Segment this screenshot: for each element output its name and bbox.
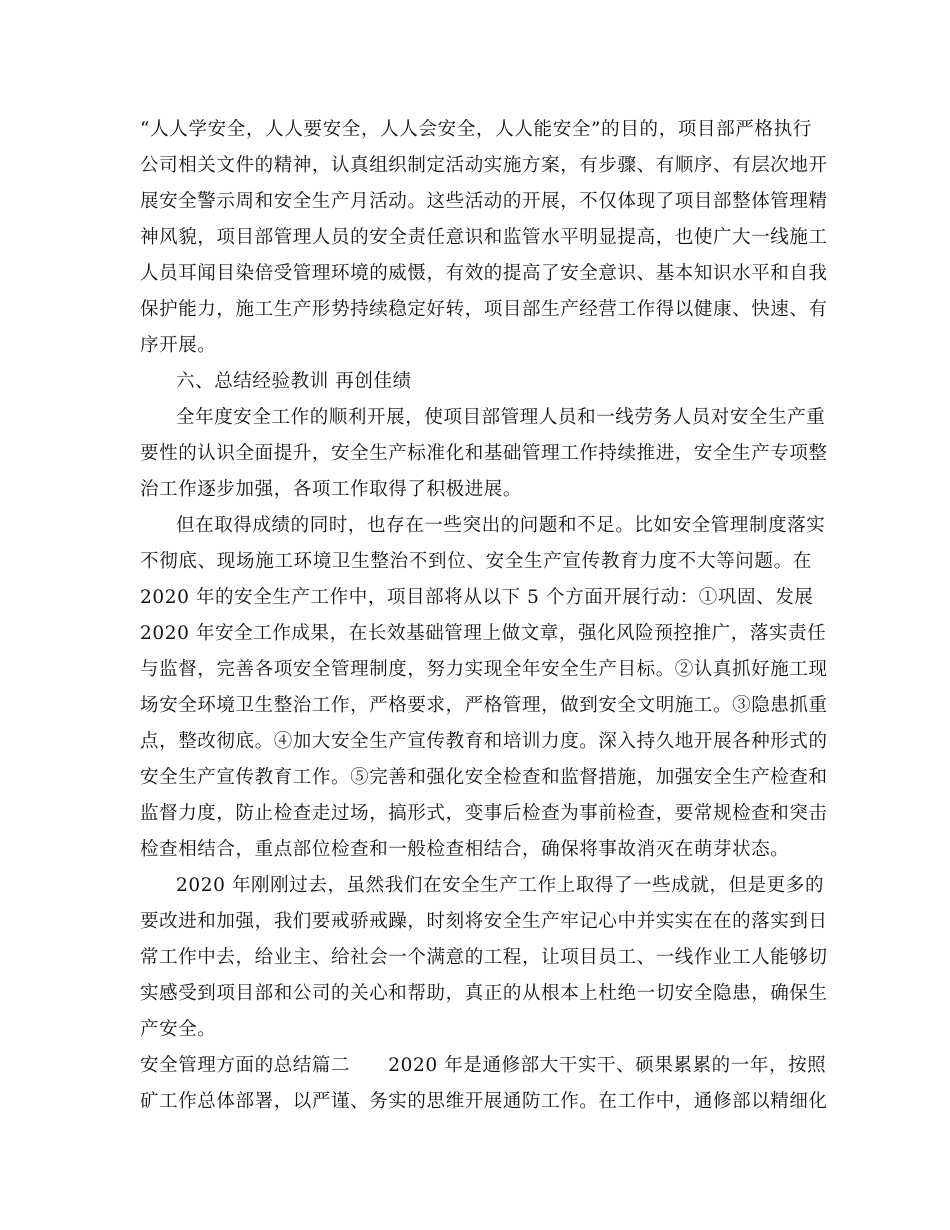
text-line: 产安全。 [140,1019,217,1040]
text-line: 安全管理方面的总结篇二 2020 年是通修部大干实干、硕果累累的一年，按照 [140,1055,827,1076]
text-line: 安全生产宣传教育工作。⑤完善和强化安全检查和监督措施，加强安全生产检查和 [140,767,828,788]
text-line: 监督力度，防止检查走过场，搞形式，变事后检查为事前检查，要常规检查和突击 [140,803,828,824]
section-heading: 六、总结经验教训 再创佳绩 [176,371,412,392]
text-line: 人员耳闻目染倍受管理环境的威慑，有效的提高了安全意识、基本知识水平和自我 [140,263,828,284]
text-line: 要性的认识全面提升，安全生产标准化和基础管理工作持续推进，安全生产专项整 [140,443,828,464]
text-line: 全年度安全工作的顺利开展，使项目部管理人员和一线劳务人员对安全生产重 [176,407,826,428]
text-line: 矿工作总体部署，以严谨、务实的思维开展通防工作。在工作中，通修部以精细化 [140,1091,828,1112]
text-line: 保护能力，施工生产形势持续稳定好转，项目部生产经营工作得以健康、快速、有 [140,299,828,320]
text-line: 不彻底、现场施工环境卫生整治不到位、安全生产宣传教育力度不大等问题。在 [140,551,812,572]
paragraph-4 [140,868,828,1048]
text-line: 2020 年安全工作成果，在长效基础管理上做文章，强化风险预控推广，落实责任 [140,623,827,644]
document-page [140,112,828,1120]
text-line: 公司相关文件的精神，认真组织制定活动实施方案，有步骤、有顺序、有层次地开 [140,155,828,176]
text-line: 但在取得成绩的同时，也存在一些突出的问题和不足。比如安全管理制度落实 [176,515,826,536]
text-line: 场安全环境卫生整治工作，严格要求，严格管理，做到安全文明施工。③隐患抓重 [140,695,828,716]
text-line: 检查相结合，重点部位检查和一般检查相结合，确保将事故消灭在萌芽状态。 [140,839,790,860]
paragraph-2 [140,400,828,508]
text-line: 序开展。 [140,335,217,356]
paragraph-5 [140,1048,828,1120]
text-line: 神风貌，项目部管理人员的安全责任意识和监管水平明显提高，也使广大一线施工 [140,227,828,248]
text-line: 常工作中去，给业主、给社会一个满意的工程，让项目员工、一线作业工人能够切 [140,947,828,968]
text-line: “人人学安全，人人要安全，人人会安全，人人能安全”的目的，项目部严格执行 [140,119,812,140]
text-line: 点，整改彻底。④加大安全生产宣传教育和培训力度。深入持久地开展各种形式的 [140,731,828,752]
text-line: 2020 年刚刚过去，虽然我们在安全生产工作上取得了一些成就，但是更多的 [176,875,825,896]
text-line: 2020 年的安全生产工作中，项目部将从以下 5 个方面开展行动：①巩固、发展 [140,587,814,608]
paragraph-1 [140,112,828,364]
text-line: 展安全警示周和安全生产月活动。这些活动的开展，不仅体现了项目部整体管理精 [140,191,828,212]
paragraph-3 [140,508,828,868]
text-line: 实感受到项目部和公司的关心和帮助，真正的从根本上杜绝一切安全隐患，确保生 [140,983,828,1004]
text-line: 治工作逐步加强，各项工作取得了积极进展。 [140,479,523,500]
text-line: 要改进和加强，我们要戒骄戒躁，时刻将安全生产牢记心中并实实在在的落实到日 [140,911,828,932]
text-line: 与监督，完善各项安全管理制度，努力实现全年安全生产目标。②认真抓好施工现 [140,659,828,680]
